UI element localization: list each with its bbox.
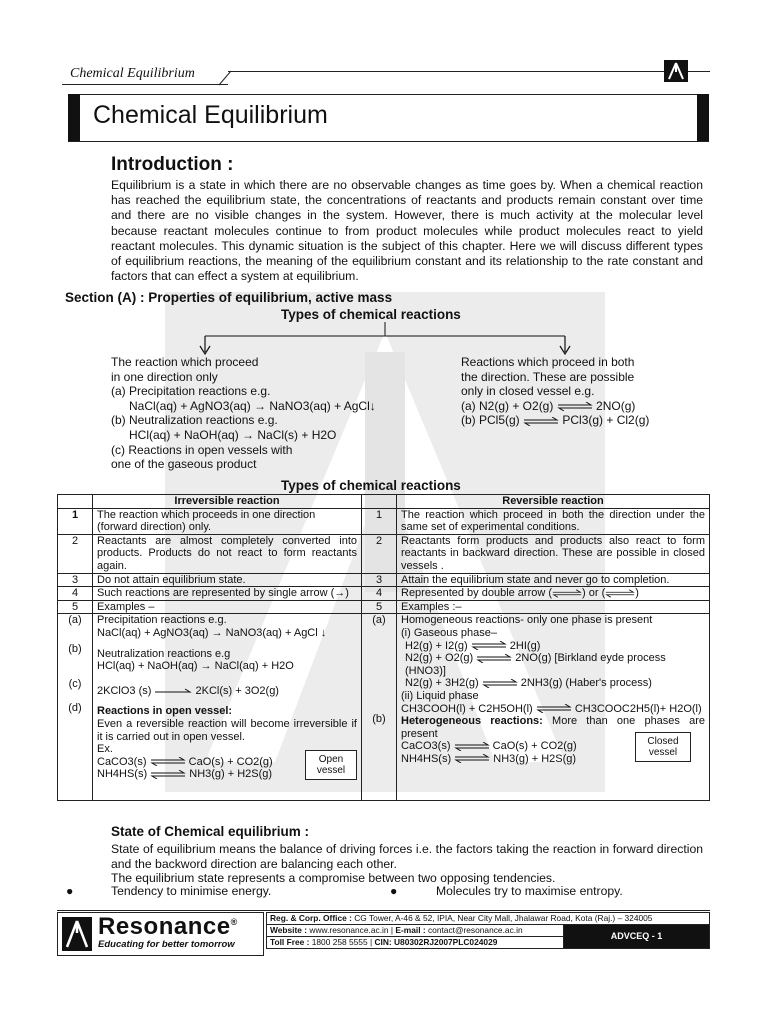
example-equation xyxy=(401,703,705,716)
eq-lhs: N2(g) + 3H2(g) xyxy=(405,677,479,690)
header-reversible: Reversible reaction xyxy=(397,495,710,509)
example-text: Homogeneous reactions- only one phase is present xyxy=(401,614,653,627)
resonance-mark-icon xyxy=(664,60,688,82)
eq-rhs: NH3(g) + H2S(g) xyxy=(493,752,577,765)
left-line-6: HCl(aq) + NaOH(aq) → NaCl(s) + H2O xyxy=(129,427,337,442)
equilibrium-arrow-icon xyxy=(471,641,507,650)
example-equation xyxy=(97,768,273,781)
reversible-cell: Examples :– xyxy=(397,600,710,614)
web-label: Website : xyxy=(270,925,308,935)
eq-rhs: 2NO(g) xyxy=(596,398,636,413)
eq-rhs: NH3(g) + H2S(g) xyxy=(189,768,273,781)
example-heading: Reactions in open vessel: xyxy=(97,705,233,718)
header-rule-slant xyxy=(218,70,232,86)
irreversible-examples xyxy=(93,614,362,801)
example-text: (ii) Liquid phase xyxy=(401,689,479,702)
double-arrow-text: ) xyxy=(635,587,639,600)
intro-paragraph: Equilibrium is a state in which there are no observable changes as time goes by. When a chemical reaction has reached the equilibrium state, the concentrations of reactants and products remain constant over time and there are no visible changes in the system. However, there is much activity at the molecular level because reactant molecules continue to from product molecules while product molecules react to yield reactant molecules. This dynamic situation is the subject of this chapter. Here we will discuss different types of equilibrium reactions, the meaning of the equilibrium constant and its relationship to the rate constant and factors that can effect a system at equilibrium. xyxy=(111,178,703,284)
table-row xyxy=(58,534,710,573)
header-rule-left xyxy=(62,84,228,85)
example-equation xyxy=(401,640,705,653)
heterogeneous-text: More than one phases are present xyxy=(401,715,706,740)
equilibrium-arrow-icon xyxy=(557,402,593,411)
heterogeneous-label: Heterogeneous reactions: xyxy=(401,715,543,728)
footer-toll: Toll Free : 1800 258 5555 | CIN: U80302RJ2007PLC024029 xyxy=(267,937,564,949)
row-num: 1 xyxy=(362,508,397,534)
state-heading: State of Chemical equilibrium : xyxy=(111,824,310,839)
types-heading: Types of chemical reactions xyxy=(281,307,461,322)
brand-name xyxy=(98,914,238,940)
eq-lhs: 2KClO3 (s) xyxy=(97,684,152,697)
website-link[interactable]: www.resonance.ac.in xyxy=(309,925,389,935)
footer-contact-table xyxy=(266,912,710,949)
example-equation: NaCl(aq) + AgNO3(aq) → NaNO3(aq) + AgCl ↓ xyxy=(97,626,327,639)
reversible-examples xyxy=(397,614,710,801)
label-a: (a) xyxy=(372,614,386,627)
left-line-5: (b) Neutralization reactions e.g. xyxy=(111,413,278,428)
reversible-branch xyxy=(461,355,649,428)
row-num: 1 xyxy=(58,508,93,534)
equilibrium-arrow-icon xyxy=(150,770,186,779)
page-title: Chemical Equilibrium xyxy=(93,101,328,129)
title-bar-left xyxy=(68,94,80,141)
row-num: 2 xyxy=(362,534,397,573)
equilibrium-arrow-icon xyxy=(454,742,490,751)
toll-number: 1800 258 5555 xyxy=(311,937,368,947)
row-num: 5 xyxy=(58,600,93,614)
example-equation xyxy=(401,677,705,690)
example-text: Ex. xyxy=(97,743,113,756)
table-heading: Types of chemical reactions xyxy=(281,478,461,493)
cin-text: CIN: U80302RJ2007PLC024029 xyxy=(374,937,498,947)
page-code: ADVCEQ - 1 xyxy=(564,925,710,949)
eq-lhs: N2(g) + O2(g) xyxy=(405,652,474,665)
example-equation: HCl(aq) + NaOH(aq) → NaCl(aq) + H2O xyxy=(97,660,294,673)
intro-heading: Introduction : xyxy=(111,154,234,175)
reg-label: Reg. & Corp. Office : xyxy=(270,913,352,923)
left-line-3: (a) Precipitation reactions e.g. xyxy=(111,384,271,399)
registered-mark: ® xyxy=(230,917,238,927)
label-c: (c) xyxy=(68,677,82,690)
closed-vessel-label: Closed vessel xyxy=(635,732,691,762)
reg-text: CG Tower, A-46 & 52, IPIA, Near City Mall, Jhalawar Road, Kota (Raj.) – 324005 xyxy=(354,913,653,923)
eq-lhs: NH4HS(s) xyxy=(97,768,148,781)
right-line-1: Reactions which proceed in both xyxy=(461,355,635,369)
example-equation xyxy=(401,652,705,677)
eq-lhs: CaCO3(s) xyxy=(401,740,451,753)
open-vessel-label: Open vessel xyxy=(305,750,357,780)
right-line-4 xyxy=(461,399,649,414)
bullet-dot-icon: ● xyxy=(390,884,398,898)
label-d: (d) xyxy=(68,702,82,715)
example-equation xyxy=(97,685,357,698)
example-text: Even a reversible reaction will become irreversible if it is carried out in open vessel. xyxy=(97,717,357,743)
header-num-right xyxy=(362,495,397,509)
branch-diagram xyxy=(195,322,575,356)
label-b: (b) xyxy=(68,642,82,655)
right-line-3: only in closed vessel e.g. xyxy=(461,384,595,399)
reversible-cell: Reactants form products and products also react to form reactants in backward direction. These are possible in closed vessels . xyxy=(397,534,710,573)
eq-lhs: CaCO3(s) xyxy=(97,755,147,768)
example-text: (i) Gaseous phase– xyxy=(401,626,497,639)
table-row xyxy=(58,573,710,587)
eq-lhs: (a) N2(g) + O2(g) xyxy=(461,398,554,413)
title-bar-right xyxy=(697,94,709,141)
equilibrium-arrow-icon xyxy=(552,589,582,598)
right-line-2: the direction. These are possible xyxy=(461,369,635,384)
left-line-1: The reaction which proceed xyxy=(111,355,259,369)
table-row xyxy=(58,587,710,601)
irreversible-cell: Such reactions are represented by single arrow (→) xyxy=(93,587,362,601)
state-text-2: The equilibrium state represents a compromise between two opposing tendencies. xyxy=(111,871,556,885)
eq-rhs: 2HI(g) xyxy=(509,639,541,652)
bullet-text-2: Molecules try to maximise entropy. xyxy=(436,884,623,898)
left-line-4: NaCl(aq) + AgNO3(aq) → NaNO3(aq) + AgCl↓ xyxy=(129,398,376,413)
eq-rhs: CH3COOC2H5(l)+ H2O(l) xyxy=(574,702,702,715)
example-labels-right xyxy=(362,614,397,801)
equilibrium-arrow-icon xyxy=(476,654,512,663)
irreversible-cell: Do not attain equilibrium state. xyxy=(93,573,362,587)
table-row xyxy=(58,600,710,614)
irreversible-cell: The reaction which proceeds in one direction (forward direction) only. xyxy=(93,508,362,534)
irreversible-branch xyxy=(111,355,376,472)
row-num: 2 xyxy=(58,534,93,573)
reversible-cell xyxy=(397,587,710,601)
table-header-row xyxy=(58,495,710,509)
reversible-cell: Attain the equilibrium state and never go to completion. xyxy=(397,573,710,587)
resonance-logo-icon xyxy=(62,917,92,951)
closed-vessel-block xyxy=(401,736,705,765)
double-arrow-text: Represented by double arrow ( xyxy=(401,587,553,600)
equilibrium-arrow-icon xyxy=(150,757,186,766)
eq-lhs: H2(g) + I2(g) xyxy=(405,639,468,652)
eq-rhs: CaO(s) + CO2(g) xyxy=(188,755,273,768)
closed-vessel-equations xyxy=(401,740,577,765)
bullet-dot-icon: ● xyxy=(66,884,74,898)
open-vessel-block xyxy=(97,753,357,781)
header-rule-right xyxy=(228,71,710,72)
label-a: (a) xyxy=(68,614,82,627)
eq-lhs: (b) PCl5(g) xyxy=(461,413,520,428)
example-equation xyxy=(97,756,273,769)
table-row xyxy=(58,508,710,534)
footer-web: Website : www.resonance.ac.in | E-mail : contact@resonance.ac.in xyxy=(267,925,564,937)
left-line-7: (c) Reactions in open vessels with xyxy=(111,442,293,457)
table-row-examples xyxy=(58,614,710,801)
equilibrium-arrow-icon xyxy=(454,754,490,763)
header-num-left xyxy=(58,495,93,509)
left-line-8: one of the gaseous product xyxy=(111,457,257,472)
eq-rhs: 2KCl(s) + 3O2(g) xyxy=(195,684,279,697)
running-header: Chemical Equilibrium xyxy=(70,66,195,81)
left-line-2: in one direction only xyxy=(111,369,218,384)
example-text: Precipitation reactions e.g. xyxy=(97,614,227,627)
eq-rhs: PCl3(g) + Cl2(g) xyxy=(562,413,650,428)
row-num: 4 xyxy=(58,587,93,601)
right-line-5 xyxy=(461,413,649,428)
eq-rhs: 2NH3(g) (Haber's process) xyxy=(520,677,652,690)
footer-logo xyxy=(57,912,264,956)
reversible-cell: The reaction which proceed in both the direction under the same set of experimental conditions. xyxy=(397,508,710,534)
bullet-text-1: Tendency to minimise energy. xyxy=(111,884,272,898)
header-irreversible: Irreversible reaction xyxy=(93,495,362,509)
toll-label: Toll Free : xyxy=(270,937,310,947)
heat-arrow-icon xyxy=(154,686,192,695)
eq-lhs: NH4HS(s) xyxy=(401,752,452,765)
email-label: E-mail : xyxy=(395,925,426,935)
example-text: Neutralization reactions e.g xyxy=(97,647,231,660)
eq-rhs: 2NO(g) [Birkland eyde process (HNO3)] xyxy=(405,652,666,677)
example-equation xyxy=(401,740,577,753)
label-b: (b) xyxy=(372,712,386,725)
row-num: 3 xyxy=(362,573,397,587)
equilibrium-arrow-icon xyxy=(523,417,559,426)
row-num: 5 xyxy=(362,600,397,614)
state-text-1: State of equilibrium means the balance of driving forces i.e. the factors taking the reaction in forward direction and the backword direction are balancing each other. xyxy=(111,842,703,871)
row-num: 4 xyxy=(362,587,397,601)
footer-rule xyxy=(57,910,710,911)
brand-tagline: Educating for better tomorrow xyxy=(98,939,235,950)
irreversible-cell: Reactants are almost completely converted into products. Products do not react to form reactants again. xyxy=(93,534,362,573)
footer-reg xyxy=(267,913,710,925)
open-vessel-equations xyxy=(97,756,273,781)
irreversible-cell: Examples – xyxy=(93,600,362,614)
comparison-table xyxy=(57,494,710,801)
section-a-heading: Section (A) : Properties of equilibrium, active mass xyxy=(65,290,393,305)
double-arrow-icon xyxy=(605,589,635,598)
brand-text: Resonance xyxy=(98,913,231,940)
double-arrow-text: ) or ( xyxy=(582,587,606,600)
email-link[interactable]: contact@resonance.ac.in xyxy=(427,925,523,935)
equilibrium-arrow-icon xyxy=(536,704,572,713)
eq-lhs: CH3COOH(l) + C2H5OH(l) xyxy=(401,702,533,715)
row-num: 3 xyxy=(58,573,93,587)
state-paragraph xyxy=(111,842,703,886)
equilibrium-arrow-icon xyxy=(482,679,518,688)
example-labels-left xyxy=(58,614,93,801)
example-equation xyxy=(401,753,577,766)
eq-rhs: CaO(s) + CO2(g) xyxy=(492,740,577,753)
